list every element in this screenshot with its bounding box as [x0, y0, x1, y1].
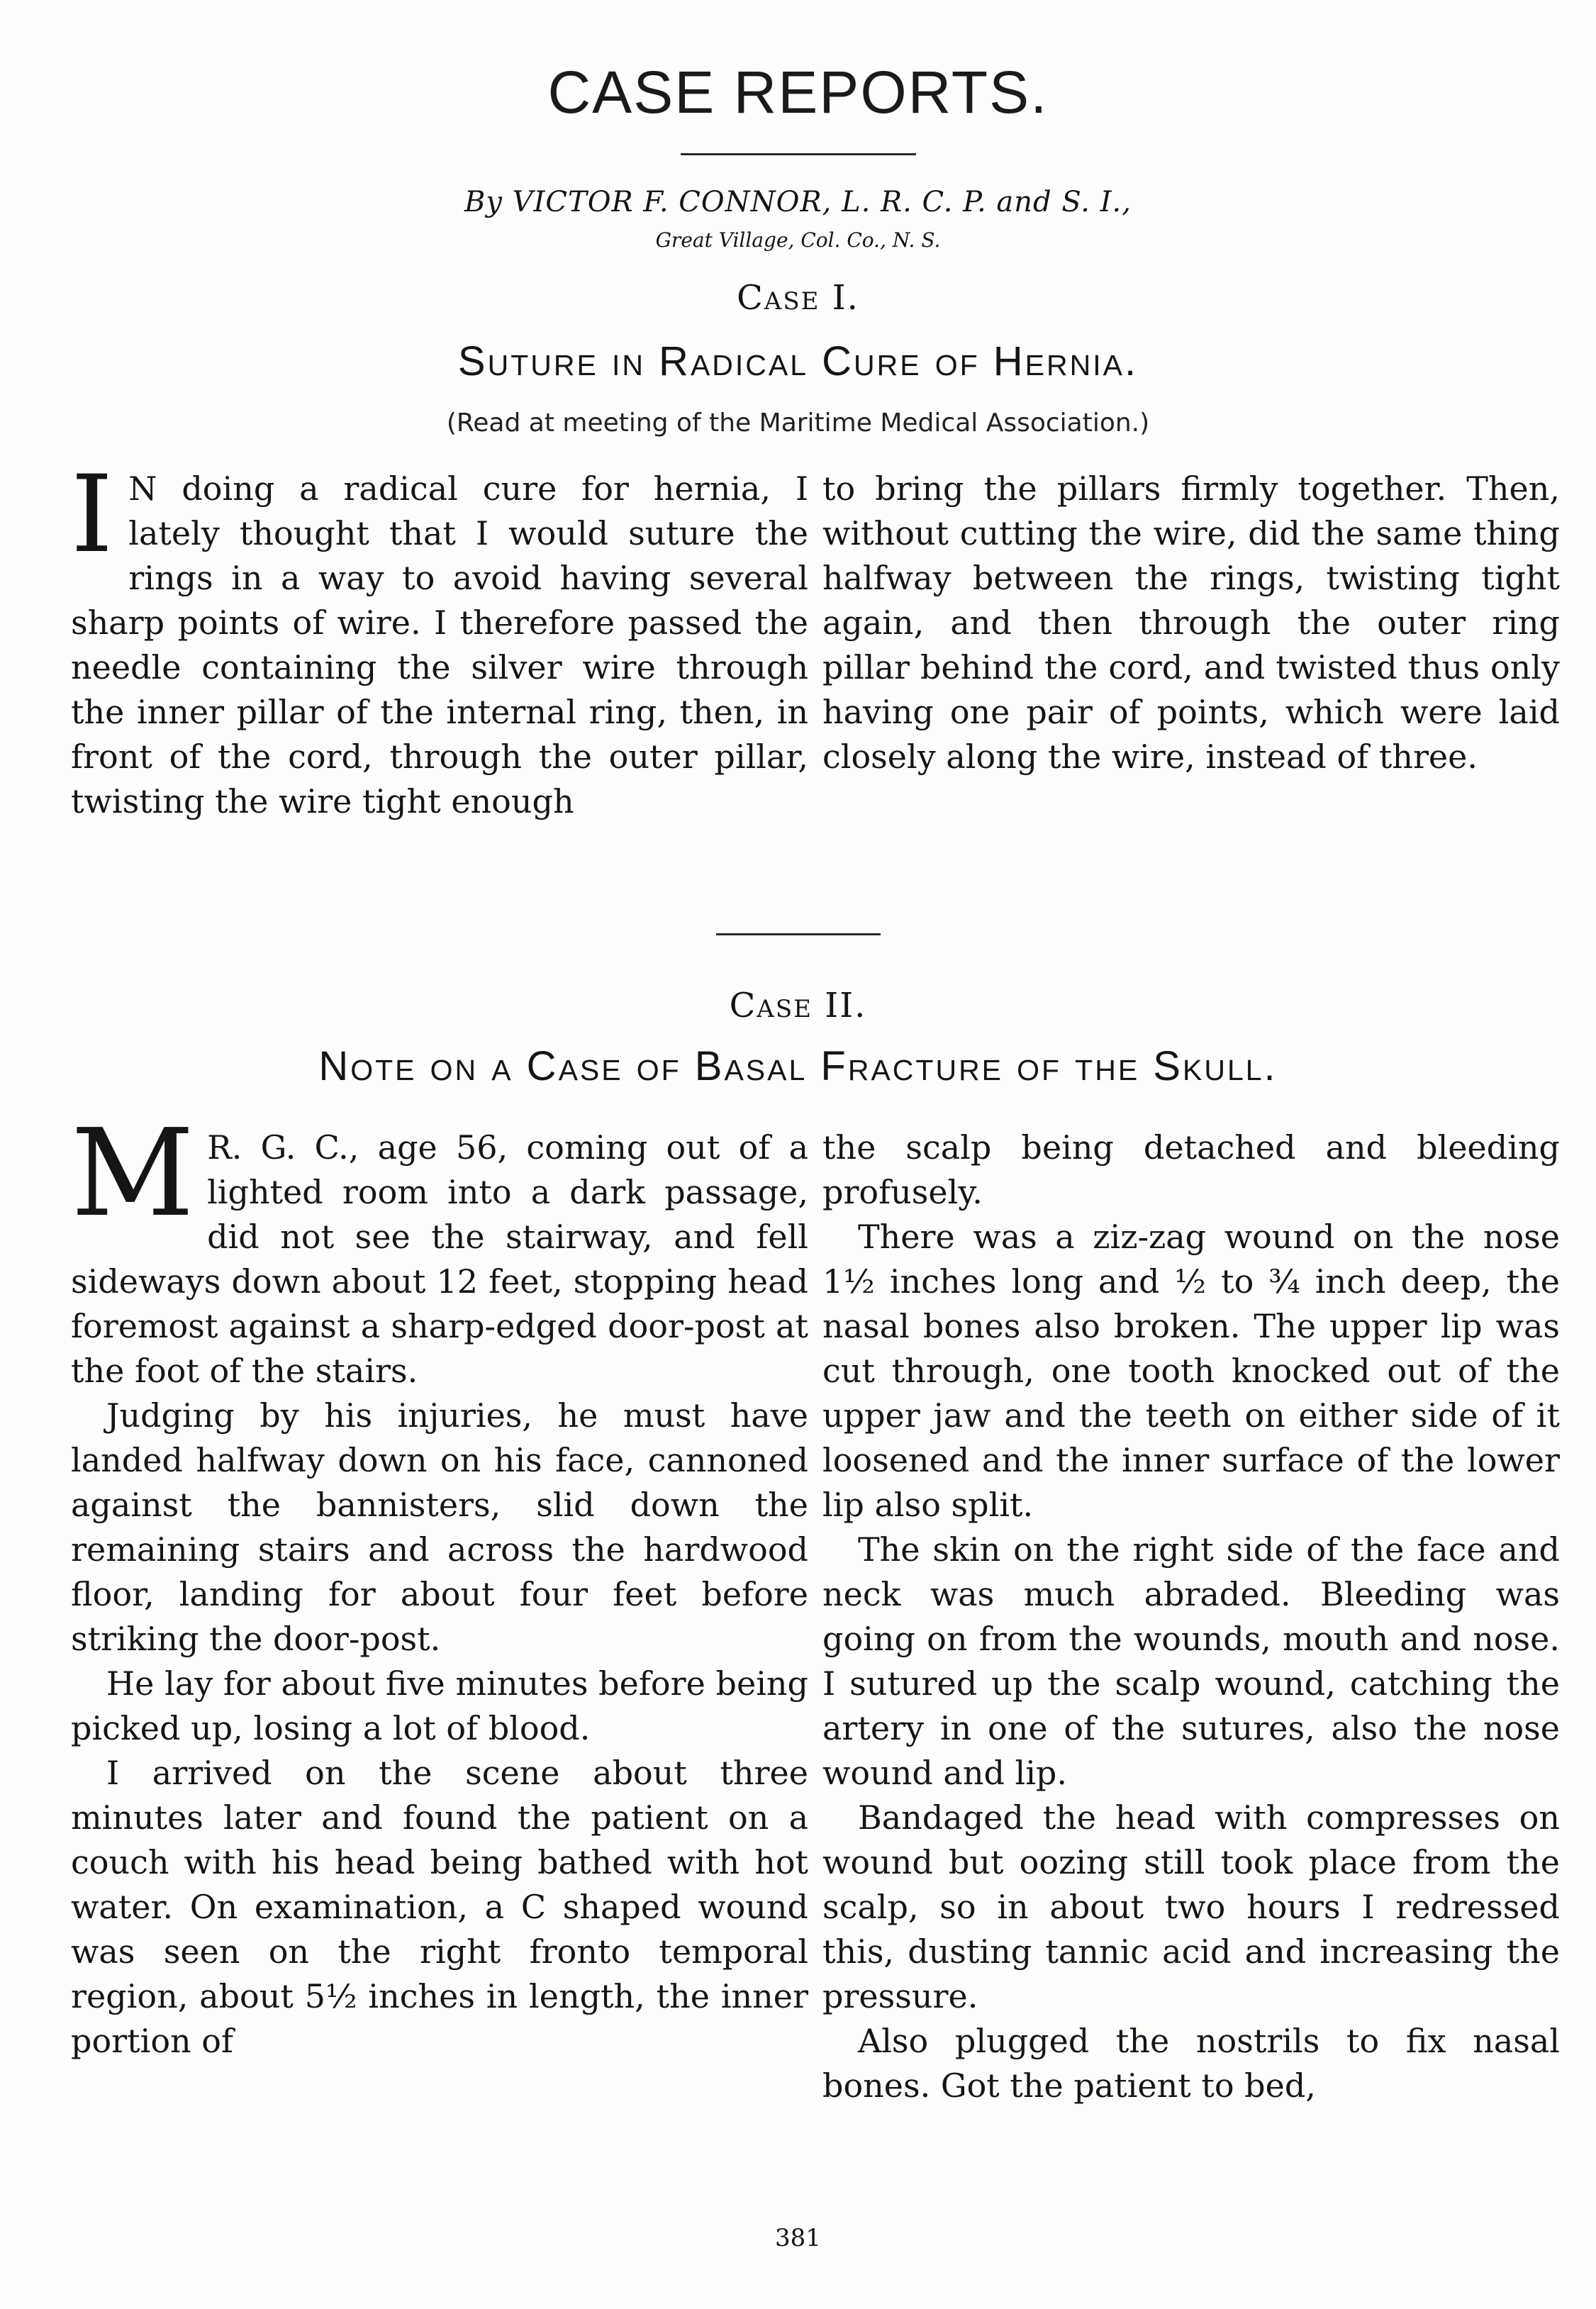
case-1-label: Case I. — [737, 278, 859, 318]
case-1-title: Suture in Radical Cure of Hernia. — [457, 338, 1139, 384]
case-1-left-text: N doing a radical cure for hernia, I lately thought that I would suture the rings in a way to avoid having several sharp points of wire. I therefore passed the needle containing the silver wire through the inner pillar of the internal ring, then, in front of the cord, through the outer pillar, twisting the wire tight enough — [71, 469, 808, 820]
case-2-right-paragraph: Bandaged the head with compresses on wound but oozing still took place from the scalp, so in about two hours I redressed this, dusting tannic acid and increasing the pressure. — [822, 1798, 1560, 2015]
case-2-right-column — [822, 1125, 1560, 2108]
case-2-drop-cap: M — [71, 1103, 195, 1244]
case-1-right-text: to bring the pillars firmly together. Then, without cutting the wire, did the same thing halfway between the rings, twisting tight again, and then through the outer ring pillar behind the cord, and twisted thus only having one pair of points, which were laid closely along the wire, instead of three. — [822, 469, 1560, 776]
case-2-left-paragraph: Judging by his injuries, he must have landed halfway down on his face, cannoned against the bannisters, slid down the remaining stairs and across the hardwood floor, landing for about four feet before striking the door-post. — [71, 1396, 808, 1658]
case-2-right-paragraph: Also plugged the nostrils to fix nasal bones. Got the patient to bed, — [822, 2022, 1560, 2105]
case-2-right-paragraph: The skin on the right side of the face and neck was much abraded. Bleeding was going on from the wounds, mouth and nose. I sutured up the scalp wound, catching the artery in one of the sutures, also the nose wound and lip. — [822, 1530, 1560, 1792]
case-2-label: Case II. — [729, 986, 867, 1025]
case-2-left-paragraph: I arrived on the scene about three minutes later and found the patient on a couch with his head being bathed with hot water. On examination, a C shaped wound was seen on the right fronto temporal region, about 5½ inches in length, the inner portion of — [71, 1754, 808, 2060]
case-2-right-first-paragraph: the scalp being detached and bleeding profusely. — [822, 1128, 1560, 1211]
case-1-note: (Read at meeting of the Maritime Medical Association.) — [446, 408, 1150, 438]
section-divider — [716, 933, 881, 935]
case-1-right-column — [822, 467, 1560, 779]
title-rule — [681, 153, 916, 155]
page-number: 381 — [775, 2224, 821, 2252]
author-affiliation: Great Village, Col. Co., N. S. — [655, 228, 941, 252]
case-2-left-paragraph: He lay for about five minutes before being picked up, losing a lot of blood. — [71, 1664, 808, 1747]
case-2-title: Note on a Case of Basal Fracture of the Skull. — [318, 1043, 1278, 1089]
case-1-drop-cap: I — [71, 453, 113, 577]
case-2-left-column — [71, 1103, 808, 2064]
case-1-left-column — [71, 453, 808, 824]
page-title: CASE REPORTS. — [547, 59, 1049, 126]
case-2-left-first-paragraph: R. G. C., age 56, coming out of a lighted room into a dark passage, did not see the stairway, and fell sideways down about 12 feet, stopping head foremost against a sharp-edged door-post at the foot of the stairs. — [71, 1128, 808, 1390]
case-2-right-paragraph: There was a ziz-zag wound on the nose 1½ inches long and ½ to ¾ inch deep, the nasal bones also broken. The upper lip was cut through, one tooth knocked out of the upper jaw and the teeth on either side of it loosened and the inner surface of the lower lip also split. — [822, 1218, 1560, 1524]
author-byline: By VICTOR F. CONNOR, L. R. C. P. and S. I., — [464, 186, 1132, 218]
